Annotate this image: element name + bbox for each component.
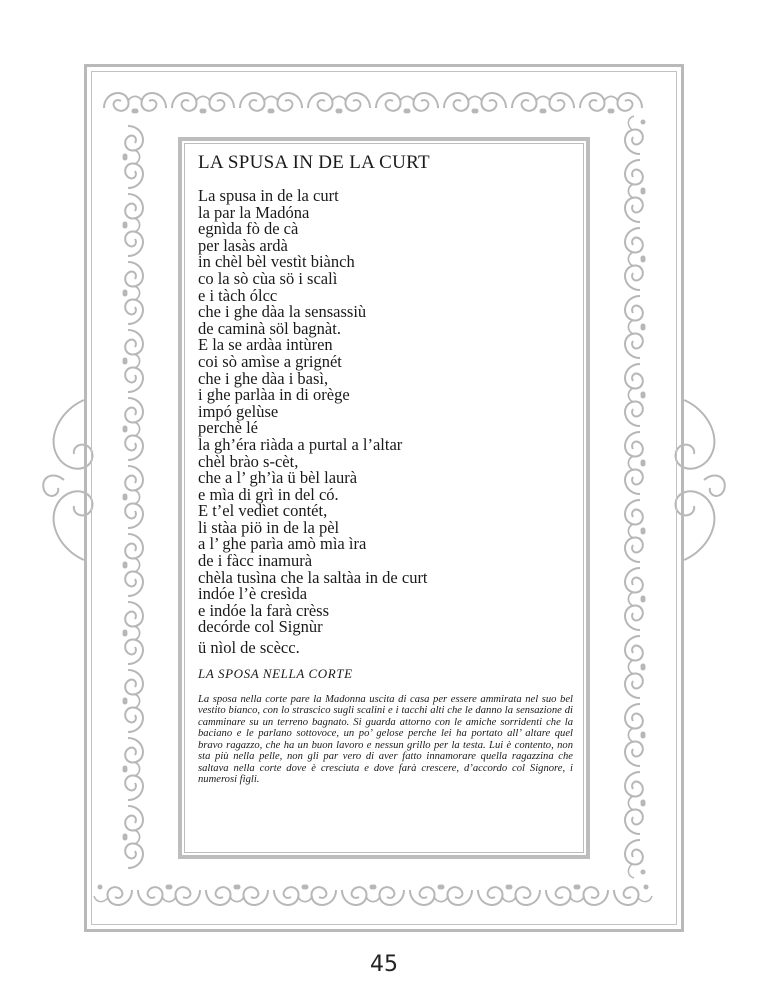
poem-line: chèla tusìna che la saltàa in de curt	[198, 567, 428, 587]
poem-line: impó gelùse	[198, 401, 279, 421]
poem-line: per lasàs ardà	[198, 235, 288, 255]
poem-line: egnìda fò de cà	[198, 219, 299, 239]
poem-line: coi sò amìse a grignét	[198, 351, 342, 371]
poem-line: che a l’ gh’ìa ü bèl laurà	[198, 468, 358, 488]
translation-title: LA SPOSA NELLA CORTE	[198, 665, 353, 681]
poem-line: co la sò cùa sö i scalì	[198, 268, 338, 288]
poem-last-line: ü nìol de scècc.	[198, 638, 300, 658]
poem-line: che i ghe dàa la sensassiù	[198, 302, 367, 322]
poem-line: i ghe parlàa in di orège	[198, 385, 350, 405]
poem-line: la gh’éra riàda a purtal a l’altar	[198, 434, 403, 454]
translation-text: La sposa nella corte pare la Madonna uscita di casa per essere ammirata nel suo bel vestito bianco, con lo strascico sugli scalini e i tacchi alti che le danno la sensazione di camminare su un terreno bagnato. Si guarda attorno con le amiche sorridenti che la baciano e le parlano sottovoce, un po’ gelose perche lei ha portato all’ altare quel bravo ragazzo, che ha un buon lavoro e nessun grillo per la testa. Lui è contento, non sta più nella pelle, non gli par vero di aver fatto innamorare quella ragazzina che saltava nella corte dove è cresciuta e dove farà crescere, d’accordo col Signore, i numerosi figli.	[198, 693, 573, 786]
page-number: 45	[370, 952, 398, 977]
poem-line: E t’el vedìet contét,	[198, 501, 328, 521]
poem-line: perchè lé	[198, 418, 258, 438]
poem-line: e indóe la farà crèss	[198, 600, 330, 620]
poem-title: LA SPUSA IN DE LA CURT	[198, 152, 430, 173]
poem-line: in chèl bèl vestìt biànch	[198, 252, 355, 272]
poem-line: decórde col Signùr	[198, 617, 323, 637]
poem-line: la par la Madóna	[198, 202, 310, 222]
poem-line: indóe l’è cresìda	[198, 584, 308, 604]
poem-line: li stàa piö in de la pèl	[198, 517, 340, 537]
poem-line: La spusa in de la curt	[198, 186, 339, 205]
poem-verses	[198, 188, 578, 636]
poem-line: de i fàcc inamurà	[198, 551, 313, 571]
poem-line: E la se ardàa intùren	[198, 335, 333, 355]
poem-line: e mìa di grì in del có.	[198, 484, 339, 504]
poem-line: che i ghe dàa i basì,	[198, 368, 329, 388]
poem-line: de caminà söl bagnàt.	[198, 318, 341, 338]
poem-line: e i tàch ólcc	[198, 285, 278, 305]
poem-line: a l’ ghe parìa amò mìa ìra	[198, 534, 367, 554]
poem-line: chèl brào s-cèt,	[198, 451, 299, 471]
text-area	[198, 152, 578, 786]
